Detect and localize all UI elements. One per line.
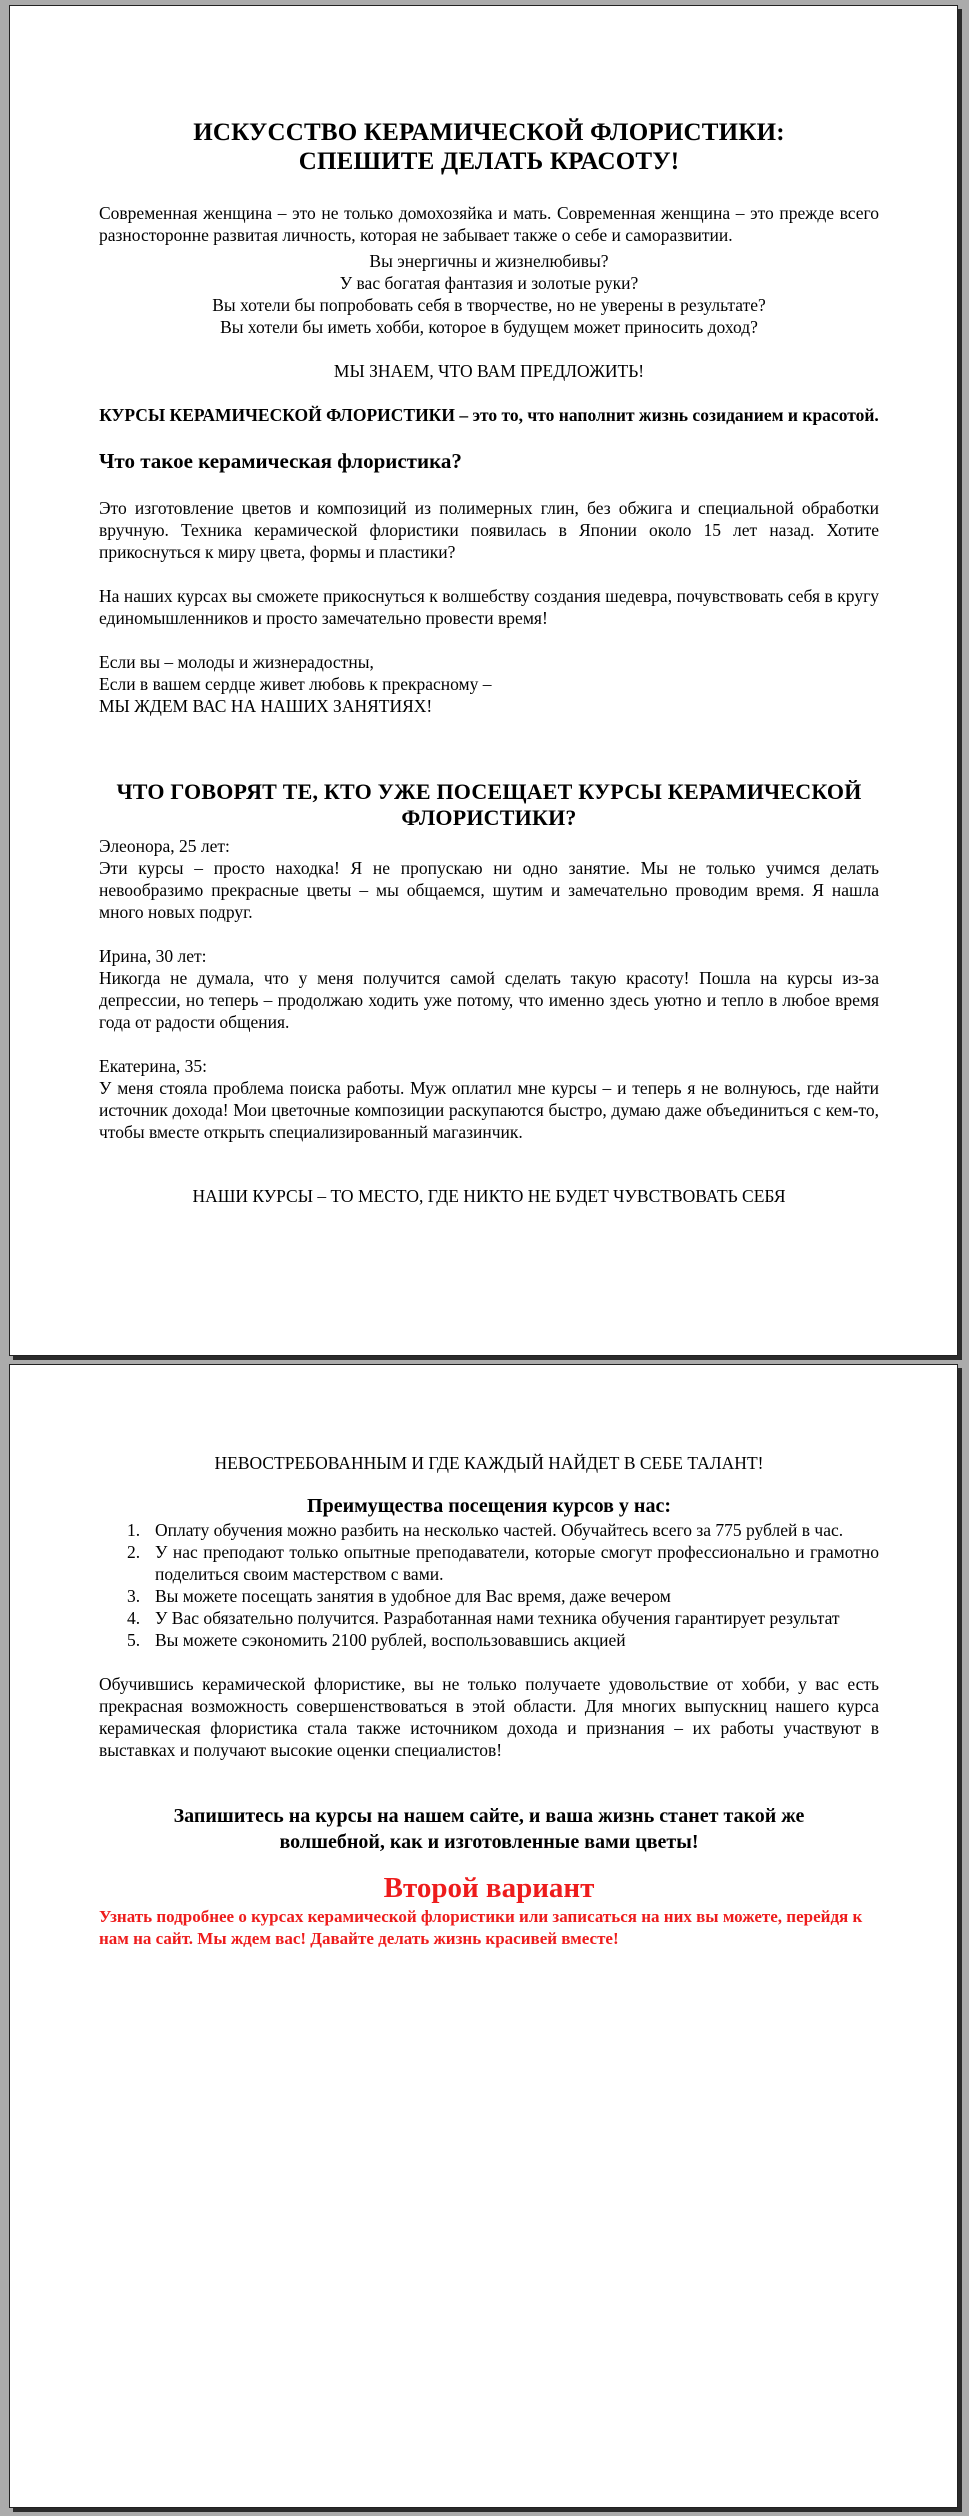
invitation-block (99, 651, 879, 717)
closing-line: НАШИ КУРСЫ – ТО МЕСТО, ГДЕ НИКТО НЕ БУДЕТ ЧУВСТВОВАТЬ СЕБЯ (192, 1186, 786, 1206)
benefit-item (99, 1607, 879, 1629)
benefit-number: 4. (127, 1608, 141, 1628)
we-know-line: МЫ ЗНАЕМ, ЧТО ВАМ ПРЕДЛОЖИТЬ! (333, 361, 645, 381)
benefit-number: 3. (127, 1586, 141, 1606)
question-line: Вы хотели бы иметь хобби, которое в будущем может приносить доход? (220, 317, 758, 337)
review-text: У меня стояла проблема поиска работы. Муж оплатил мне курсы – и теперь я не волнуюсь, где найти источник дохода! Мои цветочные композиции раскупаются быстро, думаю даже объединиться с кем-то, чтобы вместе открыть специализированный магазинчик. (99, 1078, 879, 1142)
closing-line-continued: НЕВОСТРЕБОВАННЫМ И ГДЕ КАЖДЫЙ НАЙДЕТ В СЕБЕ ТАЛАНТ! (214, 1453, 764, 1473)
document-title: ИСКУССТВО КЕРАМИЧЕСКОЙ ФЛОРИСТИКИ: СПЕШИТЕ ДЕЛАТЬ КРАСОТУ! (193, 119, 785, 175)
invitation-line: МЫ ЖДЕМ ВАС НА НАШИХ ЗАНЯТИЯХ! (99, 696, 433, 716)
review-text: Эти курсы – просто находка! Я не пропускаю ни одно занятие. Мы не только учимся делать невообразимо прекрасные цветы – мы общаемся, шутим и замечательно проводим время. Я нашла много новых подруг. (99, 858, 879, 922)
benefit-text: Вы можете посещать занятия в удобное для Вас время, даже вечером (155, 1586, 671, 1606)
benefit-number: 5. (127, 1630, 141, 1650)
benefit-text: У нас преподают только опытные преподаватели, которые смогут профессионально и грамотно поделиться своим мастерством с вами. (155, 1542, 879, 1584)
benefit-number: 2. (127, 1542, 141, 1562)
review-item (99, 835, 879, 923)
benefit-text: Оплату обучения можно разбить на несколько частей. Обучайтесь всего за 775 рублей в час. (155, 1520, 844, 1540)
variant-paragraph: Узнать подробнее о курсах керамической флористики или записаться на них вы можете, перейдя к нам на сайт. Мы ждем вас! Давайте делать жизнь красивей вместе! (99, 1907, 863, 1948)
reviews-heading: ЧТО ГОВОРЯТ ТЕ, КТО УЖЕ ПОСЕЩАЕТ КУРСЫ КЕРАМИЧЕСКОЙ ФЛОРИСТИКИ? (116, 779, 862, 830)
review-author: Ирина, 30 лет: (99, 946, 207, 966)
invitation-line: Если вы – молоды и жизнерадостны, (99, 652, 374, 672)
variant-title: Второй вариант (383, 1872, 595, 1904)
courses-tagline: КУРСЫ КЕРАМИЧЕСКОЙ ФЛОРИСТИКИ – это то, что наполнит жизнь созиданием и красотой. (99, 405, 879, 425)
review-item (99, 1055, 879, 1143)
review-author: Элеонора, 25 лет: (99, 836, 230, 856)
courses-paragraph: На наших курсах вы сможете прикоснуться к волшебству создания шедевра, почувствовать себя в кругу единомышленников и просто замечательно провести время! (99, 586, 879, 628)
review-item (99, 945, 879, 1033)
what-is-heading: Что такое керамическая флористика? (99, 449, 462, 473)
document-page-2 (9, 1364, 958, 2508)
benefits-heading: Преимущества посещения курсов у нас: (307, 1495, 671, 1517)
benefit-text: У Вас обязательно получится. Разработанная нами техника обучения гарантирует результат (155, 1608, 840, 1628)
invitation-line: Если в вашем сердце живет любовь к прекрасному – (99, 674, 492, 694)
page-1-content (99, 118, 879, 1207)
benefit-text: Вы можете сэкономить 2100 рублей, воспользовавшись акцией (155, 1630, 626, 1650)
benefit-item (99, 1519, 879, 1541)
benefits-list (99, 1519, 879, 1651)
benefit-number: 1. (127, 1520, 141, 1540)
what-is-paragraph: Это изготовление цветов и композиций из полимерных глин, без обжига и специальной обработки вручную. Техника керамической флористики появилась в Японии около 15 лет назад. Хотите прикоснуться к миру цвета, формы и пластики? (99, 498, 879, 562)
graduates-paragraph: Обучившись керамической флористике, вы не только получаете удовольствие от хобби, у вас есть прекрасная возможность совершенствоваться в этой области. Для многих выпускниц нашего курса керамическая флористика стала также источником дохода и признания – их работы участвуют в выставках и получают высокие оценки специалистов! (99, 1674, 879, 1760)
benefit-item (99, 1585, 879, 1607)
intro-paragraph: Современная женщина – это не только домохозяйка и мать. Современная женщина – это прежде всего разносторонне развитая личность, которая не забывает также о себе и саморазвитии. (99, 203, 879, 245)
review-author: Екатерина, 35: (99, 1056, 208, 1076)
question-line: У вас богатая фантазия и золотые руки? (339, 273, 639, 293)
review-text: Никогда не думала, что у меня получится самой сделать такую красоту! Пошла на курсы из-за депрессии, но теперь – продолжаю ходить уже потому, что именно здесь уютно и тепло в любое время года от радости общения. (99, 968, 879, 1032)
benefit-item (99, 1541, 879, 1585)
signup-call: Запишитесь на курсы на нашем сайте, и ваша жизнь станет такой же волшебной, как и изготовленные вами цветы! (173, 1805, 805, 1853)
benefit-item (99, 1629, 879, 1651)
question-line: Вы хотели бы попробовать себя в творчестве, но не уверены в результате? (212, 295, 766, 315)
document-page-1 (9, 5, 958, 1356)
page-2-content (99, 1452, 879, 1950)
question-list (99, 250, 879, 338)
question-line: Вы энергичны и жизнелюбивы? (369, 251, 609, 271)
